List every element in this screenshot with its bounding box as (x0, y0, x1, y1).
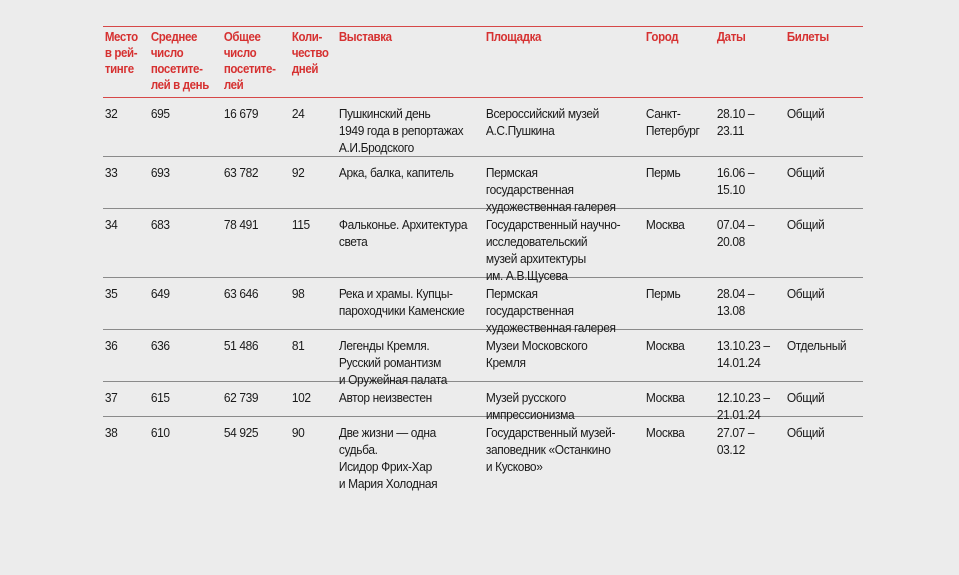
cell-rank: 32 (104, 106, 118, 121)
cell-dates: 28.10 – 23.11 (716, 106, 755, 138)
cell-venue: Музей русского импрессионизма (485, 390, 575, 422)
cell-total-visitors: 54 925 (223, 425, 259, 440)
cell-avg-visitors: 683 (150, 217, 170, 232)
cell-total-visitors: 63 782 (223, 165, 259, 180)
header-total-visitors: Общее число посетите- лей (223, 30, 276, 92)
cell-tickets: Общий (786, 217, 825, 232)
cell-total-visitors: 63 646 (223, 286, 259, 301)
cell-exhibition: Пушкинский день 1949 года в репортажах А.И.Бродского (338, 106, 464, 155)
cell-exhibition: Две жизни — одна судьба. Исидор Фрих-Хар и Мария Холодная (338, 425, 438, 491)
cell-city: Москва (645, 338, 685, 353)
cell-venue: Государственный научно- исследовательский музей архитектуры им. А.В.Щусева (485, 217, 621, 283)
cell-avg-visitors: 649 (150, 286, 170, 301)
cell-total-visitors: 51 486 (223, 338, 259, 353)
table-row (103, 329, 863, 387)
cell-tickets: Общий (786, 286, 825, 301)
cell-dates: 28.04 – 13.08 (716, 286, 755, 318)
cell-city: Санкт- Петербург (645, 106, 700, 138)
cell-exhibition: Легенды Кремля. Русский романтизм и Оружейная палата (338, 338, 448, 387)
cell-days: 98 (291, 286, 305, 301)
cell-tickets: Общий (786, 106, 825, 121)
cell-dates: 07.04 – 20.08 (716, 217, 755, 249)
cell-venue: Государственный музей- заповедник «Останкино и Кусково» (485, 425, 616, 474)
header-rank: Место в рей- тинге (104, 30, 138, 76)
cell-venue: Музеи Московского Кремля (485, 338, 588, 370)
cell-city: Москва (645, 390, 685, 405)
cell-rank: 35 (104, 286, 118, 301)
cell-days: 115 (291, 217, 310, 232)
cell-city: Пермь (645, 165, 681, 180)
table-row (103, 208, 863, 283)
cell-exhibition: Автор неизвестен (338, 390, 432, 405)
table-row (103, 156, 863, 214)
cell-days: 102 (291, 390, 311, 405)
cell-exhibition: Река и храмы. Купцы- пароходчики Каменские (338, 286, 465, 318)
cell-days: 24 (291, 106, 305, 121)
cell-avg-visitors: 693 (150, 165, 170, 180)
header-days: Коли- чество дней (291, 30, 329, 76)
cell-rank: 33 (104, 165, 118, 180)
table-row (103, 98, 863, 156)
cell-city: Москва (645, 425, 685, 440)
header-venue: Площадка (485, 30, 542, 44)
cell-total-visitors: 78 491 (223, 217, 259, 232)
cell-venue: Всероссийский музей А.С.Пушкина (485, 106, 599, 138)
cell-city: Москва (645, 217, 685, 232)
cell-tickets: Общий (786, 390, 825, 405)
cell-dates: 16.06 – 15.10 (716, 165, 755, 197)
exhibition-rating-table (103, 26, 863, 489)
cell-days: 81 (291, 338, 305, 353)
cell-tickets: Отдельный (786, 338, 847, 353)
cell-rank: 34 (104, 217, 118, 232)
cell-days: 90 (291, 425, 305, 440)
table-row (103, 416, 863, 489)
cell-total-visitors: 16 679 (223, 106, 259, 121)
cell-exhibition: Арка, балка, капитель (338, 165, 454, 180)
cell-rank: 37 (104, 390, 118, 405)
cell-total-visitors: 62 739 (223, 390, 259, 405)
cell-dates: 13.10.23 – 14.01.24 (716, 338, 770, 370)
cell-venue: Пермская государственная художественная галерея (485, 286, 616, 335)
header-dates: Даты (716, 30, 746, 44)
cell-avg-visitors: 615 (150, 390, 170, 405)
cell-rank: 38 (104, 425, 118, 440)
table-row (103, 277, 863, 335)
header-exhibition: Выставка (338, 30, 392, 44)
cell-tickets: Общий (786, 165, 825, 180)
cell-days: 92 (291, 165, 305, 180)
cell-city: Пермь (645, 286, 681, 301)
table-row (103, 381, 863, 422)
cell-exhibition: Фальконье. Архитектура света (338, 217, 468, 249)
header-tickets: Билеты (786, 30, 829, 44)
cell-tickets: Общий (786, 425, 825, 440)
cell-venue: Пермская государственная художественная галерея (485, 165, 616, 214)
table-header (103, 26, 863, 98)
header-avg-visitors: Среднее число посетите- лей в день (150, 30, 209, 92)
cell-avg-visitors: 695 (150, 106, 170, 121)
cell-dates: 27.07 – 03.12 (716, 425, 755, 457)
header-city: Город (645, 30, 679, 44)
cell-avg-visitors: 610 (150, 425, 170, 440)
cell-rank: 36 (104, 338, 118, 353)
cell-dates: 12.10.23 – 21.01.24 (716, 390, 770, 422)
cell-avg-visitors: 636 (150, 338, 170, 353)
